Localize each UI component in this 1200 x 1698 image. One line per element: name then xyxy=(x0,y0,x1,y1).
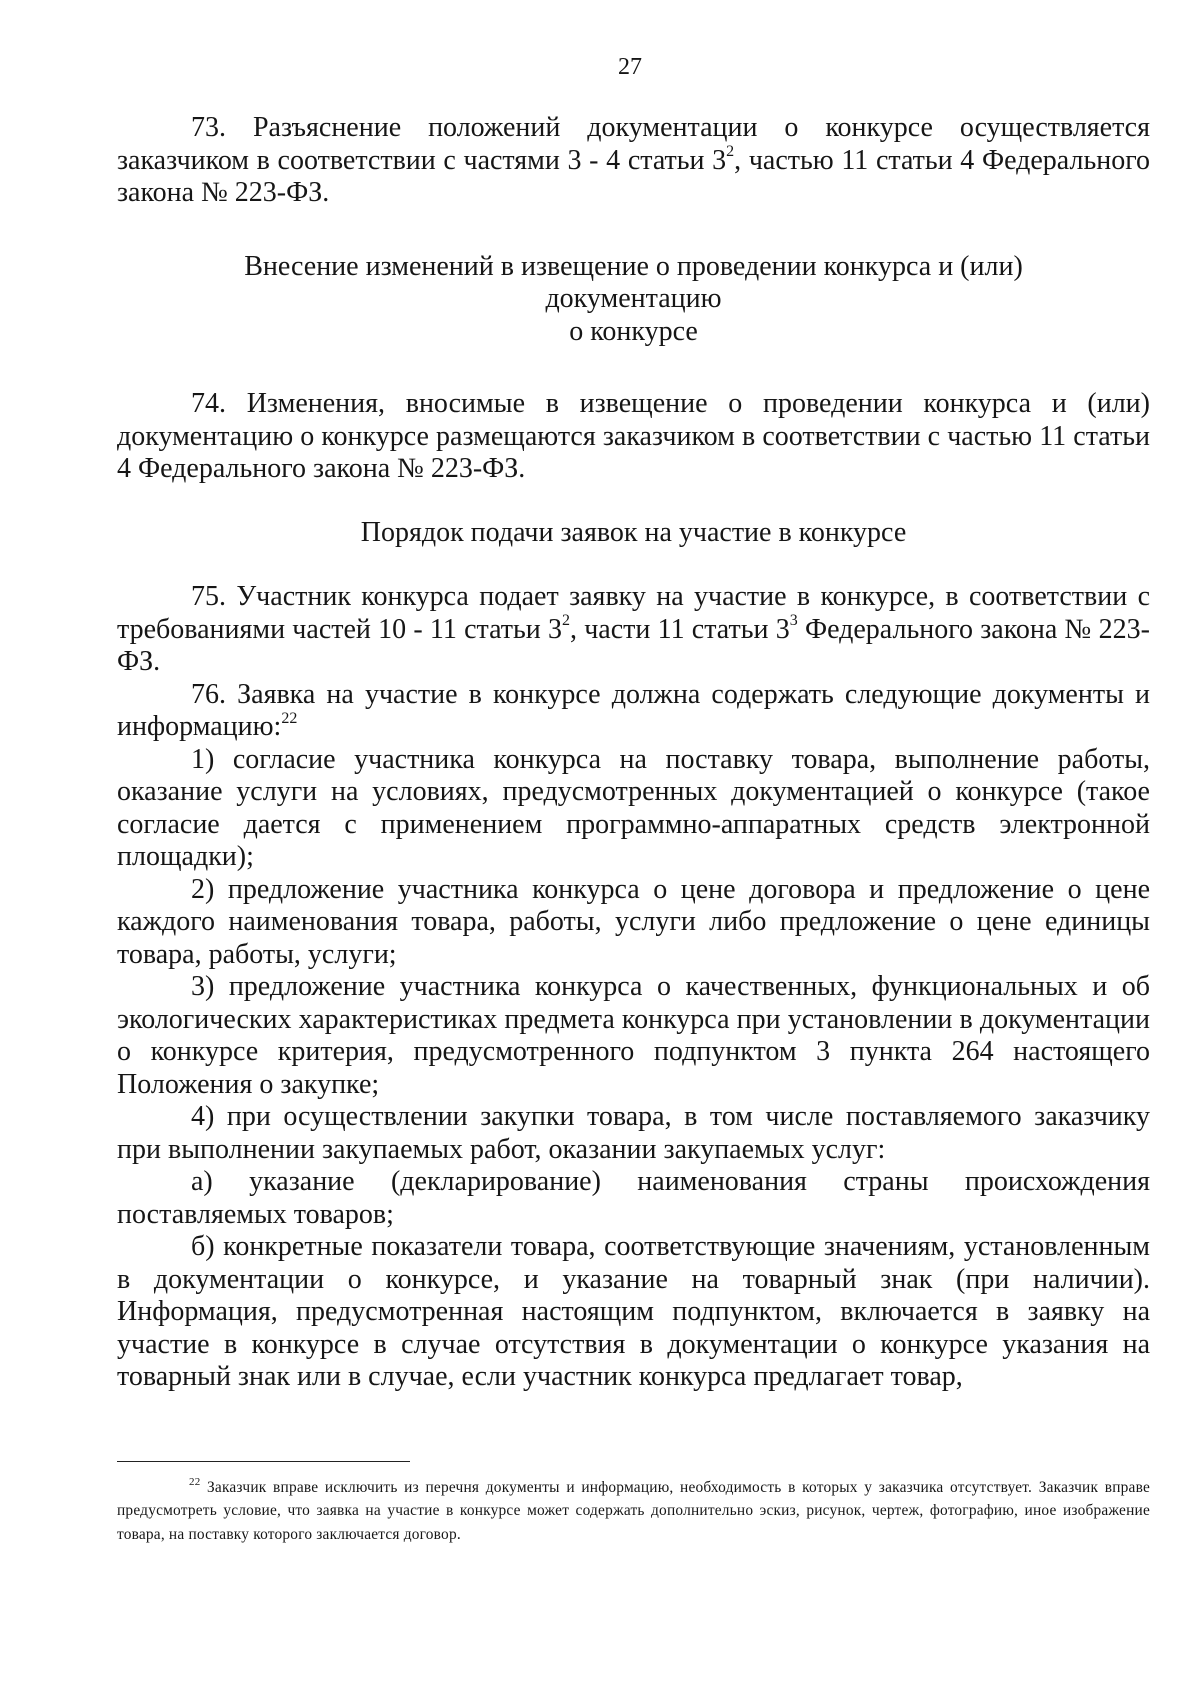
paragraph-73-text: 73. Разъяснение положений документации о конкурсе осуществляется заказчиком в соответствии с частями 3 - 4 статьи 3 xyxy=(117,112,1150,176)
paragraph-75-text-end: Федерального закона № 223-ФЗ. xyxy=(117,613,1150,677)
paragraph-75-text: 75. Участник конкурса подает заявку на участие в конкурсе, в соответствии с требованиями частей 10 - 11 статьи 3 xyxy=(117,581,1150,645)
paragraph-75-text-mid: , части 11 статьи 3 xyxy=(570,613,790,645)
list-item-4b: б) конкретные показатели товара, соответствующие значениям, установленным в документации о конкурсе, и указание на товарный знак (при наличии). Информация, предусмотренная настоящим подпунктом, включается в заявку на участие в конкурсе в случае отсутствия в документации о конкурсе указания на товарный знак или в случае, если участник конкурса предлагает товар, xyxy=(117,1231,1150,1392)
paragraph-74: 74. Изменения, вносимые в извещение о проведении конкурса и (или) документацию о конкурсе размещаются заказчиком в соответствии с частью 11 статьи 4 Федерального закона № 223-ФЗ. xyxy=(117,388,1150,484)
heading-line: о конкурсе xyxy=(569,315,698,347)
paragraph-76-text: 76. Заявка на участие в конкурсе должна содержать следующие документы и информацию: xyxy=(117,678,1150,742)
footnote-divider xyxy=(117,1461,410,1462)
footnote-text: Заказчик вправе исключить из перечня документы и информацию, необходимость в которых у заказчика отсутствует. Заказчик вправе предусмотреть условие, что заявка на участие в конкурсе может содержать дополнительно эскиз, рисунок, чертеж, фотографию, иное изображение товара, на поставку которого заключается договор. xyxy=(117,1479,1150,1543)
section-heading-application-procedure: Порядок подачи заявок на участие в конкурсе xyxy=(360,516,907,548)
footnote-reference[interactable]: 22 xyxy=(281,709,298,727)
list-item-1: 1) согласие участника конкурса на поставку товара, выполнение работы, оказание услуги на условиях, предусмотренных документацией о конкурсе (такое согласие дается с применением программно-аппаратных средств электронной площадки); xyxy=(117,743,1150,872)
paragraph-75 xyxy=(117,581,1150,679)
list-item-3: 3) предложение участника конкурса о качественных, функциональных и об экологических характеристиках предмета конкурса при установлении в документации о конкурсе критерия, предусмотренного подпунктом 3 пункта 264 настоящего Положения о закупке; xyxy=(117,971,1150,1100)
superscript: 3 xyxy=(789,612,798,630)
paragraph-73-text-end: , частью 11 статьи 4 Федерального закона № 223-ФЗ. xyxy=(117,144,1150,208)
footnote-mark: 22 xyxy=(189,1475,201,1488)
list-item-4a: а) указание (декларирование) наименования страны происхождения поставляемых товаров; xyxy=(117,1166,1150,1230)
list-item-4: 4) при осуществлении закупки товара, в том числе поставляемого заказчику при выполнении закупаемых работ, оказании закупаемых услуг: xyxy=(117,1101,1150,1165)
footnote xyxy=(117,1476,1150,1546)
section-heading-amendments xyxy=(117,251,1150,349)
superscript: 2 xyxy=(562,612,570,630)
list-item-2: 2) предложение участника конкурса о цене договора и предложение о цене каждого наименования товара, работы, услуги либо предложение о цене единицы товара, работы, услуги; xyxy=(117,873,1150,970)
heading-line: документацию xyxy=(545,283,722,314)
paragraph-76 xyxy=(117,679,1150,744)
superscript: 2 xyxy=(726,143,735,161)
document-body xyxy=(117,112,1150,1394)
paragraph-73 xyxy=(117,112,1150,210)
page-number: 27 xyxy=(618,54,642,80)
heading-line: Внесение изменений в извещение о проведении конкурса и (или) xyxy=(244,250,1023,282)
